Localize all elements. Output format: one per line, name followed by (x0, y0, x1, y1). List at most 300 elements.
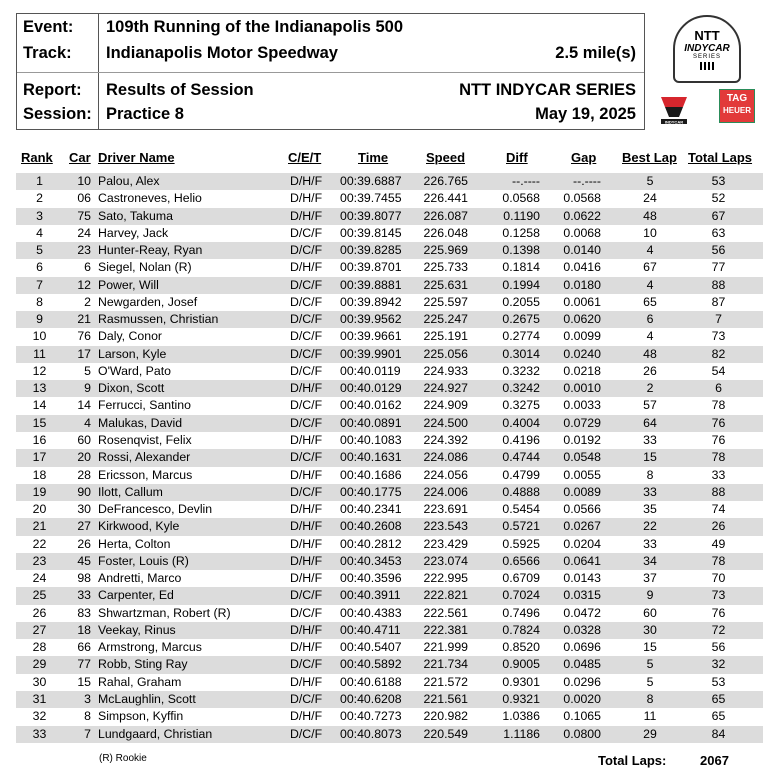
cell-car: 60 (77, 432, 91, 447)
cell-cet: D/H/F (290, 640, 323, 655)
col-car: Car (69, 150, 91, 165)
report-label: Report: (23, 81, 82, 99)
cell-total-laps: 63 (711, 225, 726, 240)
cell-speed: 225.191 (423, 329, 468, 344)
cell-driver: Harvey, Jack (98, 225, 169, 240)
cell-diff: 0.9321 (502, 691, 540, 706)
cell-gap: 0.0620 (563, 312, 601, 327)
ntt-indycar-logo (673, 15, 741, 83)
cell-car: 23 (77, 243, 91, 258)
cell-time: 00:40.1775 (340, 484, 402, 499)
table-row (16, 639, 763, 656)
cell-rank: 33 (32, 726, 47, 741)
cell-cet: D/C/F (290, 225, 323, 240)
cell-rank: 19 (32, 484, 47, 499)
cell-time: 00:39.8701 (340, 260, 402, 275)
cell-best-lap: 15 (643, 450, 657, 465)
cell-car: 3 (84, 691, 91, 706)
cell-driver: McLaughlin, Scott (98, 691, 196, 706)
table-row (16, 346, 763, 363)
cell-diff: 0.6566 (502, 553, 540, 568)
cell-rank: 14 (32, 398, 47, 413)
cell-gap: 0.0566 (563, 502, 601, 517)
cell-gap: 0.0328 (563, 622, 601, 637)
cell-best-lap: 6 (646, 312, 654, 327)
col-diff: Diff (506, 150, 528, 165)
cell-car: 8 (84, 709, 91, 724)
cell-total-laps: 53 (711, 174, 726, 188)
cell-speed: 224.500 (423, 415, 468, 430)
cell-speed: 223.543 (423, 519, 468, 534)
cell-time: 00:40.4711 (340, 622, 401, 637)
cell-diff: 0.2675 (502, 312, 540, 327)
cell-time: 00:40.7273 (340, 709, 402, 724)
cell-gap: --.---- (573, 174, 601, 188)
event-value: 109th Running of the Indianapolis 500 (106, 18, 404, 36)
cell-best-lap: 8 (646, 691, 654, 706)
cell-car: 12 (77, 277, 91, 292)
indycar-small-text: INDYCAR (664, 119, 684, 125)
cell-diff: 0.0568 (502, 191, 540, 206)
col-time: Time (358, 150, 389, 165)
cell-speed: 222.821 (423, 588, 468, 603)
table-row (16, 553, 763, 570)
cell-best-lap: 48 (643, 346, 657, 361)
cell-total-laps: 67 (711, 208, 726, 223)
cell-rank: 2 (36, 191, 43, 206)
cell-gap: 0.0140 (563, 243, 601, 258)
cell-rank: 16 (32, 432, 47, 447)
cell-driver: Simpson, Kyffin (98, 709, 184, 724)
cell-speed: 225.733 (423, 260, 468, 275)
table-row (16, 311, 763, 328)
cell-speed: 223.429 (423, 536, 468, 551)
cell-best-lap: 10 (643, 225, 657, 240)
cell-gap: 0.0010 (563, 381, 601, 396)
report-value: Results of Session (106, 81, 254, 99)
table-row (16, 691, 763, 708)
cell-gap: 0.0192 (563, 432, 601, 447)
cell-best-lap: 33 (643, 484, 657, 499)
cell-best-lap: 67 (643, 260, 657, 275)
col-gap: Gap (571, 150, 597, 165)
col-cet: C/E/T (288, 150, 322, 165)
cell-driver: Robb, Sting Ray (98, 657, 188, 672)
cell-cet: D/H/F (290, 571, 323, 586)
cell-gap: 0.0296 (563, 674, 601, 689)
table-row (16, 415, 763, 432)
cell-best-lap: 60 (643, 605, 657, 620)
cell-diff: 0.4799 (502, 467, 540, 482)
cell-car: 98 (77, 571, 91, 586)
cell-total-laps: 56 (711, 640, 726, 655)
cell-time: 00:40.4383 (340, 605, 402, 620)
col-rank: Rank (21, 150, 53, 165)
tag-heuer-logo (719, 89, 755, 123)
cell-driver: Siegel, Nolan (R) (98, 260, 192, 275)
cell-driver: Palou, Alex (98, 174, 160, 188)
cell-total-laps: 88 (711, 277, 726, 292)
cell-rank: 3 (36, 208, 43, 223)
cell-time: 00:39.8881 (340, 277, 402, 292)
checkered-flag-icon (700, 62, 714, 70)
cell-best-lap: 5 (646, 174, 654, 188)
cell-car: 21 (77, 312, 91, 327)
table-row (16, 259, 763, 276)
table-row (16, 173, 763, 190)
cell-rank: 26 (32, 605, 47, 620)
track-label: Track: (23, 44, 72, 62)
cell-driver: Larson, Kyle (98, 346, 167, 361)
cell-gap: 0.0472 (563, 605, 601, 620)
table-row (16, 484, 763, 501)
cell-gap: 0.0416 (563, 260, 601, 275)
cell-gap: 0.0055 (563, 467, 601, 482)
cell-total-laps: 73 (711, 588, 726, 603)
cell-best-lap: 15 (643, 640, 657, 655)
cell-cet: D/C/F (290, 691, 323, 706)
cell-best-lap: 35 (643, 502, 657, 517)
cell-time: 00:40.3453 (340, 553, 402, 568)
cell-rank: 13 (32, 381, 47, 396)
cell-gap: 0.0204 (563, 536, 601, 551)
table-row (16, 674, 763, 691)
cell-best-lap: 5 (646, 657, 654, 672)
table-row (16, 726, 763, 743)
cell-total-laps: 6 (715, 381, 722, 396)
cell-time: 00:39.9901 (340, 346, 402, 361)
cell-speed: 221.999 (423, 640, 468, 655)
cell-rank: 20 (32, 502, 47, 517)
cell-time: 00:39.9562 (340, 312, 402, 327)
cell-best-lap: 37 (643, 571, 657, 586)
cell-total-laps: 84 (711, 726, 726, 741)
cell-time: 00:40.0119 (340, 363, 401, 378)
cell-speed: 225.247 (423, 312, 468, 327)
cell-total-laps: 26 (711, 519, 726, 534)
cell-gap: 0.0315 (563, 588, 601, 603)
cell-speed: 222.561 (423, 605, 468, 620)
cell-driver: DeFrancesco, Devlin (98, 502, 213, 517)
cell-gap: 0.0020 (563, 691, 601, 706)
cell-time: 00:40.0891 (340, 415, 402, 430)
cell-cet: D/C/F (290, 450, 323, 465)
cell-gap: 0.0485 (563, 657, 601, 672)
cell-total-laps: 76 (711, 605, 726, 620)
cell-time: 00:39.8145 (340, 225, 402, 240)
cell-cet: D/C/F (290, 243, 323, 258)
cell-gap: 0.0568 (563, 191, 601, 206)
table-row (16, 536, 763, 553)
cell-driver: Ilott, Callum (98, 484, 163, 499)
cell-car: 17 (77, 346, 91, 361)
cell-time: 00:40.2812 (340, 536, 402, 551)
table-row (16, 397, 763, 414)
cell-cet: D/H/F (290, 208, 323, 223)
cell-time: 00:40.1631 (340, 450, 402, 465)
col-best-lap: Best Lap (622, 150, 677, 165)
cell-speed: 220.982 (423, 709, 468, 724)
cell-diff: 0.1814 (502, 260, 540, 275)
cell-rank: 18 (32, 467, 47, 482)
cell-cet: D/C/F (290, 605, 323, 620)
cell-car: 33 (77, 588, 91, 603)
cell-driver: Rosenqvist, Felix (98, 432, 192, 447)
cell-gap: 0.0068 (563, 225, 601, 240)
cell-driver: Rahal, Graham (98, 674, 182, 689)
cell-total-laps: 77 (711, 260, 726, 275)
cell-best-lap: 22 (643, 519, 657, 534)
cell-diff: 0.1258 (502, 225, 540, 240)
indycar-wing-logo (659, 93, 689, 125)
cell-cet: D/H/F (290, 191, 323, 206)
cell-rank: 27 (32, 622, 47, 637)
cell-best-lap: 33 (643, 536, 657, 551)
cell-rank: 32 (32, 709, 47, 724)
cell-diff: 0.9005 (502, 657, 540, 672)
cell-best-lap: 9 (646, 588, 654, 603)
cell-driver: Herta, Colton (98, 536, 171, 551)
cell-speed: 225.597 (423, 294, 468, 309)
cell-car: 45 (77, 553, 91, 568)
cell-gap: 0.0800 (563, 726, 601, 741)
table-row (16, 501, 763, 518)
cell-rank: 28 (32, 640, 47, 655)
cell-car: 90 (77, 484, 91, 499)
cell-rank: 31 (32, 691, 47, 706)
cell-rank: 5 (36, 243, 43, 258)
cell-car: 75 (77, 208, 91, 223)
cell-gap: 0.0218 (563, 363, 601, 378)
cell-speed: 224.056 (423, 467, 468, 482)
cell-total-laps: 78 (711, 553, 726, 568)
cell-cet: D/C/F (290, 294, 323, 309)
cell-speed: 224.006 (423, 484, 468, 499)
cell-time: 00:40.5892 (340, 657, 402, 672)
cell-diff: 0.3232 (502, 363, 540, 378)
cell-speed: 225.631 (423, 277, 468, 292)
cell-diff: 0.7496 (502, 605, 540, 620)
table-row (16, 708, 763, 725)
cell-driver: Veekay, Rinus (98, 622, 176, 637)
cell-car: 28 (77, 467, 91, 482)
cell-car: 6 (84, 260, 91, 275)
cell-cet: D/H/F (290, 536, 323, 551)
cell-cet: D/C/F (290, 329, 323, 344)
series-name: NTT INDYCAR SERIES (459, 81, 636, 99)
cell-driver: Shwartzman, Robert (R) (98, 605, 231, 620)
cell-best-lap: 29 (643, 726, 657, 741)
cell-time: 00:39.7455 (340, 191, 402, 206)
cell-speed: 222.995 (423, 571, 468, 586)
cell-rank: 10 (32, 329, 47, 344)
cell-total-laps: 73 (711, 329, 726, 344)
cell-cet: D/C/F (290, 726, 323, 741)
cell-diff: 0.2774 (502, 329, 540, 344)
cell-speed: 223.074 (423, 553, 468, 568)
cell-driver: Andretti, Marco (98, 571, 182, 586)
cell-diff: 0.1994 (502, 277, 540, 292)
cell-total-laps: 53 (711, 674, 726, 689)
table-row (16, 277, 763, 294)
cell-speed: 226.765 (423, 174, 468, 188)
cell-car: 9 (84, 381, 91, 396)
cell-gap: 0.0641 (563, 553, 601, 568)
cell-total-laps: 70 (711, 571, 726, 586)
cell-cet: D/C/F (290, 277, 323, 292)
cell-time: 00:39.8942 (340, 294, 402, 309)
cell-speed: 224.909 (423, 398, 468, 413)
indycar-logo-text: INDYCAR (684, 43, 730, 54)
cell-diff: 0.1398 (502, 243, 540, 258)
cell-total-laps: 87 (711, 294, 726, 309)
cell-rank: 21 (32, 519, 47, 534)
cell-speed: 222.381 (423, 622, 468, 637)
table-row (16, 622, 763, 639)
sponsor-logos (655, 13, 763, 128)
cell-diff: 0.2055 (502, 294, 540, 309)
cell-time: 00:40.3911 (340, 588, 401, 603)
cell-total-laps: 56 (711, 243, 726, 258)
cell-diff: 0.5454 (502, 502, 540, 517)
cell-gap: 0.0548 (563, 450, 601, 465)
cell-total-laps: 74 (711, 502, 726, 517)
cell-best-lap: 48 (643, 208, 657, 223)
cell-car: 14 (77, 398, 91, 413)
cell-car: 83 (77, 605, 91, 620)
cell-diff: 0.9301 (502, 674, 540, 689)
cell-diff: 0.6709 (502, 571, 540, 586)
col-total-laps: Total Laps (688, 150, 753, 165)
cell-time: 00:40.2608 (340, 519, 402, 534)
session-header (16, 13, 645, 130)
total-laps-label: Total Laps: (598, 753, 667, 768)
cell-diff: 0.7824 (502, 622, 540, 637)
table-row (16, 467, 763, 484)
cell-cet: D/H/F (290, 381, 323, 396)
table-row (16, 587, 763, 604)
cell-car: 30 (77, 502, 91, 517)
cell-best-lap: 64 (643, 415, 657, 430)
cell-driver: Foster, Louis (R) (98, 553, 189, 568)
cell-diff: 0.8520 (502, 640, 540, 655)
cell-best-lap: 57 (643, 398, 657, 413)
header-separator-left (17, 72, 98, 73)
cell-total-laps: 76 (711, 432, 726, 447)
cell-best-lap: 65 (643, 294, 657, 309)
table-row (16, 328, 763, 345)
cell-rank: 22 (32, 536, 47, 551)
cell-diff: 0.3014 (502, 346, 540, 361)
cell-time: 00:40.5407 (340, 640, 402, 655)
tag-text: TAG (726, 93, 748, 104)
cell-best-lap: 4 (646, 329, 654, 344)
cell-driver: Rossi, Alexander (98, 450, 191, 465)
cell-speed: 226.048 (423, 225, 468, 240)
cell-gap: 0.1065 (563, 709, 601, 724)
cell-rank: 9 (36, 312, 43, 327)
cell-total-laps: 33 (711, 467, 726, 482)
col-speed: Speed (426, 150, 466, 165)
cell-rank: 8 (36, 294, 43, 309)
cell-speed: 224.927 (423, 381, 468, 396)
cell-rank: 15 (32, 415, 47, 430)
cell-total-laps: 88 (711, 484, 726, 499)
cell-best-lap: 4 (646, 277, 654, 292)
cell-cet: D/C/F (290, 415, 323, 430)
cell-driver: Castroneves, Helio (98, 191, 202, 206)
cell-time: 00:40.3596 (340, 571, 402, 586)
col-driver: Driver Name (98, 150, 175, 165)
session-label: Session: (23, 105, 92, 123)
cell-diff: 1.0386 (502, 709, 540, 724)
cell-car: 20 (77, 450, 91, 465)
cell-total-laps: 65 (711, 691, 726, 706)
cell-car: 2 (84, 294, 91, 309)
cell-car: 24 (77, 225, 91, 240)
cell-gap: 0.0267 (563, 519, 601, 534)
cell-total-laps: 7 (715, 312, 722, 327)
cell-diff: 0.4888 (502, 484, 540, 499)
cell-driver: Rasmussen, Christian (98, 312, 219, 327)
cell-cet: D/H/F (290, 709, 323, 724)
cell-time: 00:39.9661 (340, 329, 402, 344)
cell-total-laps: 52 (711, 191, 726, 206)
cell-gap: 0.0729 (563, 415, 601, 430)
cell-diff: 0.3242 (502, 381, 540, 396)
header-separator (98, 72, 644, 73)
cell-cet: D/H/F (290, 622, 323, 637)
cell-best-lap: 24 (643, 191, 657, 206)
cell-diff: 0.4004 (502, 415, 540, 430)
cell-cet: D/H/F (290, 432, 323, 447)
cell-car: 26 (77, 536, 91, 551)
cell-diff: 0.4196 (502, 432, 540, 447)
cell-cet: D/C/F (290, 398, 323, 413)
session-date: May 19, 2025 (535, 105, 636, 123)
cell-total-laps: 78 (711, 398, 726, 413)
cell-total-laps: 32 (711, 657, 726, 672)
cell-gap: 0.0180 (563, 277, 601, 292)
cell-car: 4 (84, 415, 91, 430)
cell-rank: 6 (36, 260, 43, 275)
cell-total-laps: 65 (711, 709, 726, 724)
cell-diff: --.---- (512, 174, 540, 188)
cell-car: 15 (77, 674, 91, 689)
cell-driver: Sato, Takuma (98, 208, 173, 223)
cell-car: 77 (77, 657, 91, 672)
cell-time: 00:40.8073 (340, 726, 402, 741)
cell-driver: Power, Will (98, 277, 159, 292)
cell-car: 76 (77, 329, 91, 344)
cell-car: 06 (77, 191, 91, 206)
cell-driver: Ferrucci, Santino (98, 398, 191, 413)
results-table (16, 173, 763, 743)
table-row (16, 363, 763, 380)
cell-speed: 223.691 (423, 502, 468, 517)
cell-time: 00:40.1083 (340, 432, 402, 447)
cell-gap: 0.0099 (563, 329, 601, 344)
table-row (16, 242, 763, 259)
cell-diff: 0.1190 (503, 208, 540, 223)
heuer-text: HEUER (722, 106, 751, 115)
table-row (16, 518, 763, 535)
rookie-note: (R) Rookie (99, 753, 147, 764)
cell-speed: 224.086 (423, 450, 468, 465)
cell-rank: 12 (32, 363, 47, 378)
cell-time: 00:39.6887 (340, 174, 402, 188)
total-laps-value: 2067 (700, 753, 729, 768)
